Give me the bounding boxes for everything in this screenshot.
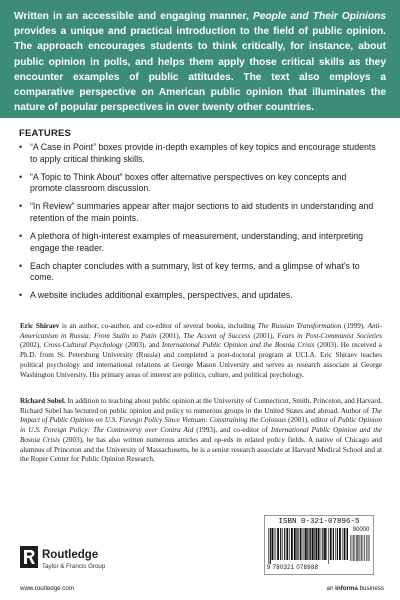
barcode-bar: [286, 528, 288, 560]
barcode-bar: [330, 528, 332, 560]
barcode-bar: [344, 528, 346, 560]
barcode-bar: [322, 528, 323, 560]
author-name: Richard Sobel.: [20, 397, 66, 405]
bio-text: (2003). He received a Ph.D. from St. Petersburg University (Russia) and completed a post-doctoral program at UCLA. Eric Shiraev teaches political psychology and international relations at George Mason University and serves as research associate at George Washington University. His primary areas of interest are politics, culture, and political psychology.: [20, 341, 382, 379]
author-name: Eric Shiraev: [20, 322, 60, 330]
barcode-bar: [277, 528, 279, 560]
book-title: International Public Opinion and the Bosnia Crisis: [161, 341, 315, 350]
barcode-bar: [300, 528, 302, 560]
barcode-bar: [270, 528, 271, 564]
bio-text: In addition to teaching about public opinion at the University of Connecticut, Smith, Princeton, and Harvard, Richard Sobel has lectured on public opinion and policy to numerous groups in the United States and abroad. Author of: [20, 397, 382, 415]
barcode-bar: [369, 535, 370, 561]
barcode-bar: [318, 528, 320, 560]
bio-text: (2003), he has also written numerous articles and op-eds in related policy fields. A native of Chicago and alumnus of Princeton and the University of Massachusetts, he is a senior research associate at Harvard Medical School and at the Roper Center for Public Opinion Research.: [20, 435, 382, 464]
barcode-bar: [368, 535, 369, 561]
informa-prefix: an: [326, 585, 336, 592]
book-title: The Impact of Public Opinion on U.S. Foreign Policy Since Vietnam: Constraining the Colossus: [20, 406, 382, 425]
barcode-bar: [360, 535, 361, 561]
barcode-bar: [280, 528, 281, 560]
barcode-bar: [274, 528, 275, 560]
footer-bar: [0, 578, 400, 600]
feature-item: • “A Case in Point” boxes provide in-depth examples of key topics and encourage students to apply critical thinking skills.: [19, 142, 379, 165]
barcode-bar: [312, 528, 314, 560]
feature-item: • “In Review” summaries appear after major sections to aid students in understanding and retention of the main points.: [19, 201, 379, 224]
barcode-bar: [276, 528, 277, 560]
barcode-bar: [307, 528, 308, 560]
barcode-bar: [366, 535, 367, 561]
barcode-bar: [310, 528, 311, 560]
feature-item: • A website includes additional examples, perspectives, and updates.: [19, 290, 379, 302]
bio-text: (1993), and co-editor of: [193, 426, 271, 435]
blurb-book-title: People and Their Opinions: [252, 11, 386, 22]
barcode-bar: [268, 528, 269, 564]
author-bio-shiraev: [20, 322, 382, 380]
barcode-bar: [291, 528, 293, 560]
barcode-bar: [342, 528, 343, 560]
barcode-bar: [352, 535, 353, 561]
informa-brand: informa: [335, 585, 358, 592]
barcode-bar: [315, 528, 317, 560]
barcode-bar: [364, 535, 365, 561]
barcode-bar: [294, 528, 296, 560]
barcode-bar: [347, 528, 348, 560]
barcode-bar: [328, 528, 329, 564]
feature-item: • Each chapter concludes with a summary, list of key terms, and a glimpse of what’s to come.: [19, 261, 379, 284]
barcode-bar: [356, 535, 357, 561]
barcode-bar: [297, 528, 298, 560]
addon-barcode-bars: [350, 535, 372, 565]
isbn-barcode: [264, 515, 374, 575]
barcode-bar: [304, 528, 305, 560]
bio-text: is an author, co-author, and co-editor of several books, including: [59, 322, 258, 330]
barcode-bar: [339, 528, 341, 560]
barcode-bar: [333, 528, 334, 560]
barcode-bar: [289, 528, 290, 560]
barcode-bar: [309, 528, 310, 560]
isbn-number: ISBN 0-321-07896-5: [278, 518, 360, 526]
features-heading: FEATURES: [19, 128, 72, 139]
bio-text: (2001), editor of: [286, 416, 338, 425]
barcode-bar: [337, 528, 338, 560]
informa-tagline: [327, 585, 384, 592]
barcode-bar: [359, 535, 360, 561]
barcode-bar: [335, 528, 336, 560]
bio-text: (1999),: [341, 322, 368, 330]
book-title: Public Opinion in U.S. Foreign Policy: The Controversy over Contra Aid: [20, 416, 382, 435]
barcode-bar: [314, 528, 315, 560]
barcode-bar: [324, 528, 326, 560]
barcode-bar: [284, 528, 285, 560]
book-title: Cross-Cultural Psychology: [43, 341, 123, 350]
bio-text: (2003), and: [122, 341, 162, 350]
features-list: [19, 142, 379, 309]
author-bio-sobel: [20, 397, 382, 465]
book-title: The Accent of Success: [183, 331, 251, 340]
bio-text: (2002),: [20, 341, 44, 350]
feature-item: • A plethora of high-interest examples of measurement, understanding, and interpreting engage the reader.: [19, 231, 379, 254]
informa-suffix: business: [357, 585, 384, 592]
bio-text: (2001),: [156, 331, 184, 340]
barcode-bar: [305, 528, 307, 560]
barcode-bar: [271, 528, 273, 560]
feature-item: • “A Topic to Think About” boxes offer alternative perspectives on key concepts and promote classroom discussion.: [19, 172, 379, 195]
barcode-bar: [361, 535, 362, 561]
barcode-bar: [303, 528, 304, 560]
barcode-bar: [321, 528, 322, 560]
book-title: Fears in Post-Communist Societies: [277, 331, 382, 340]
book-title: Anti-Americanism in Russia: From Stalin to Putin: [20, 322, 383, 340]
barcode-bar: [282, 528, 283, 560]
publisher-name: Routledge: [42, 549, 99, 561]
back-cover-blurb: [14, 9, 386, 115]
ean-barcode-bars: [268, 528, 348, 564]
barcode-bar: [355, 535, 356, 561]
barcode-bar: [357, 535, 358, 561]
book-title: The Russian Transformation: [257, 322, 342, 330]
routledge-logo-icon: [20, 546, 38, 568]
barcode-bar: [326, 528, 327, 560]
description-band: [0, 0, 400, 118]
publisher-group: Taylor & Francis Group: [42, 563, 106, 570]
book-title: International Public Opinion and the Bosnia Crisis: [20, 426, 382, 444]
barcode-bar: [296, 528, 297, 560]
publisher-website-link[interactable]: www.routledge.com: [20, 585, 74, 592]
blurb-text-1: Written in an accessible and engaging manner,: [14, 11, 253, 22]
barcode-bar: [353, 535, 354, 561]
blurb-text-2: provides a unique and practical introduction to the field of public opinion. The approach encourages students to think critically, for instance, about public opinion in polls, and helps them apply those critical skills as they encounter examples of public attitudes. The text also employs a comparative perspective on American public opinion that illuminates the nature of popular perspectives in over twenty other countries.: [14, 26, 386, 114]
addon-digits: 90000: [352, 527, 370, 533]
barcode-bar: [350, 535, 351, 561]
ean-digits: 9 780321 078988: [267, 565, 319, 571]
barcode-bar: [363, 535, 364, 561]
bio-text: (2001),: [250, 331, 278, 340]
